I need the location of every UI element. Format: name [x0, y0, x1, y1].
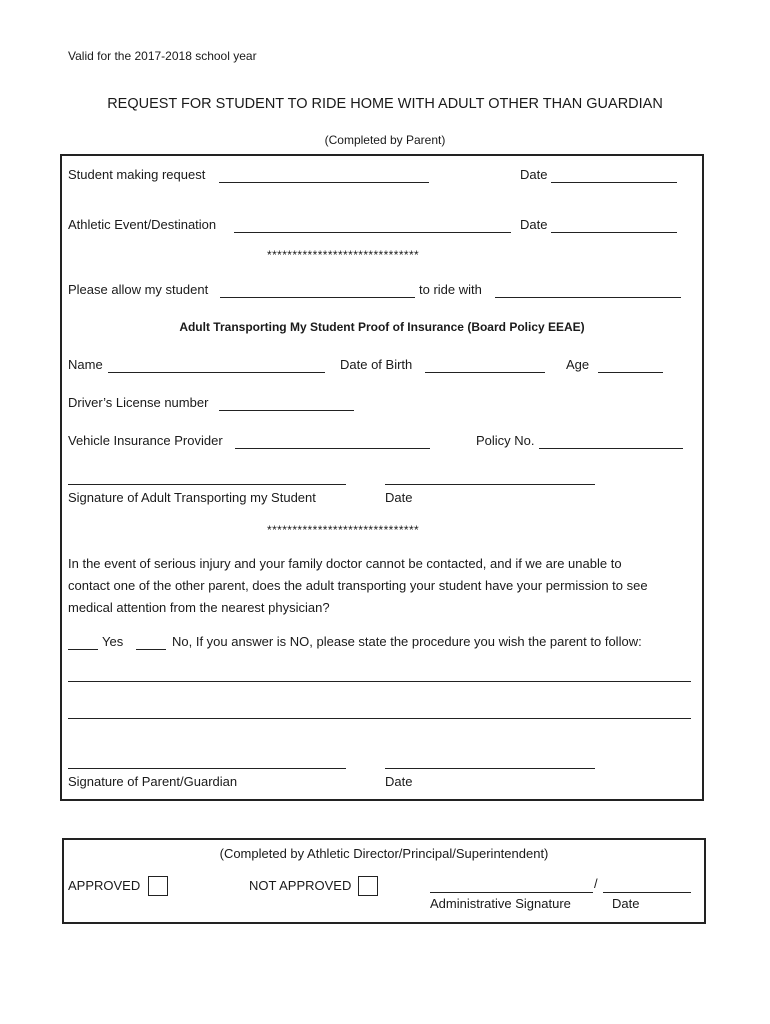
ride-with-label: to ride with — [419, 282, 482, 297]
admin-signature-label: Administrative Signature — [430, 896, 571, 911]
no-label: No, If you answer is NO, please state the procedure you wish the parent to follow: — [172, 634, 642, 649]
valid-note: Valid for the 2017-2018 school year — [68, 49, 257, 63]
date-field-2[interactable] — [551, 232, 677, 233]
parent-signature-date-field[interactable] — [385, 768, 595, 769]
signature-date-slash: / — [594, 876, 598, 891]
license-label: Driver’s License number — [68, 395, 209, 410]
student-field[interactable] — [219, 182, 429, 183]
adult-signature-label: Signature of Adult Transporting my Student — [68, 490, 316, 505]
emergency-text-line-3: medical attention from the nearest physician? — [68, 600, 330, 615]
date-label-2: Date — [520, 217, 548, 232]
allow-label: Please allow my student — [68, 282, 209, 297]
separator-1: ****************************** — [267, 248, 420, 262]
date-label-1: Date — [520, 167, 548, 182]
parent-signature-date-label: Date — [385, 774, 413, 789]
policy-field[interactable] — [539, 448, 683, 449]
approved-label: APPROVED — [68, 878, 141, 893]
approved-checkbox[interactable] — [148, 876, 168, 896]
procedure-line-2[interactable] — [68, 718, 691, 719]
insurance-field[interactable] — [235, 448, 430, 449]
dob-field[interactable] — [425, 372, 545, 373]
age-label: Age — [566, 357, 590, 372]
dob-label: Date of Birth — [340, 357, 413, 372]
insurance-heading: Adult Transporting My Student Proof of Insurance (Board Policy EEAE) — [179, 320, 585, 334]
separator-2: ****************************** — [267, 523, 420, 537]
admin-signature-field[interactable] — [430, 892, 593, 893]
emergency-text-line-2: contact one of the other parent, does the adult transporting your student have your permission to see — [68, 578, 648, 593]
adult-signature-field[interactable] — [68, 484, 346, 485]
ride-with-field[interactable] — [495, 297, 681, 298]
parent-signature-label: Signature of Parent/Guardian — [68, 774, 238, 789]
not-approved-checkbox[interactable] — [358, 876, 378, 896]
student-label: Student making request — [68, 167, 206, 182]
no-field[interactable] — [136, 649, 166, 650]
event-label: Athletic Event/Destination — [68, 217, 217, 232]
license-field[interactable] — [219, 410, 354, 411]
name-field[interactable] — [108, 372, 325, 373]
yes-field[interactable] — [68, 649, 98, 650]
allow-student-field[interactable] — [220, 297, 415, 298]
not-approved-label: NOT APPROVED — [249, 878, 352, 893]
insurance-label: Vehicle Insurance Provider — [68, 433, 223, 448]
page-subtitle: (Completed by Parent) — [324, 133, 446, 147]
admin-date-field[interactable] — [603, 892, 691, 893]
procedure-line-1[interactable] — [68, 681, 691, 682]
policy-label: Policy No. — [476, 433, 535, 448]
adult-signature-date-label: Date — [385, 490, 413, 505]
age-field[interactable] — [598, 372, 663, 373]
name-label: Name — [68, 357, 103, 372]
page-title: REQUEST FOR STUDENT TO RIDE HOME WITH ADULT OTHER THAN GUARDIAN — [107, 96, 663, 112]
admin-heading: (Completed by Athletic Director/Principal/Superintendent) — [219, 846, 549, 861]
date-field-1[interactable] — [551, 182, 677, 183]
yes-label: Yes — [102, 634, 124, 649]
event-field[interactable] — [234, 232, 511, 233]
parent-signature-field[interactable] — [68, 768, 346, 769]
adult-signature-date-field[interactable] — [385, 484, 595, 485]
emergency-text-line-1: In the event of serious injury and your family doctor cannot be contacted, and if we are unable to — [68, 556, 622, 571]
admin-date-label: Date — [612, 896, 640, 911]
